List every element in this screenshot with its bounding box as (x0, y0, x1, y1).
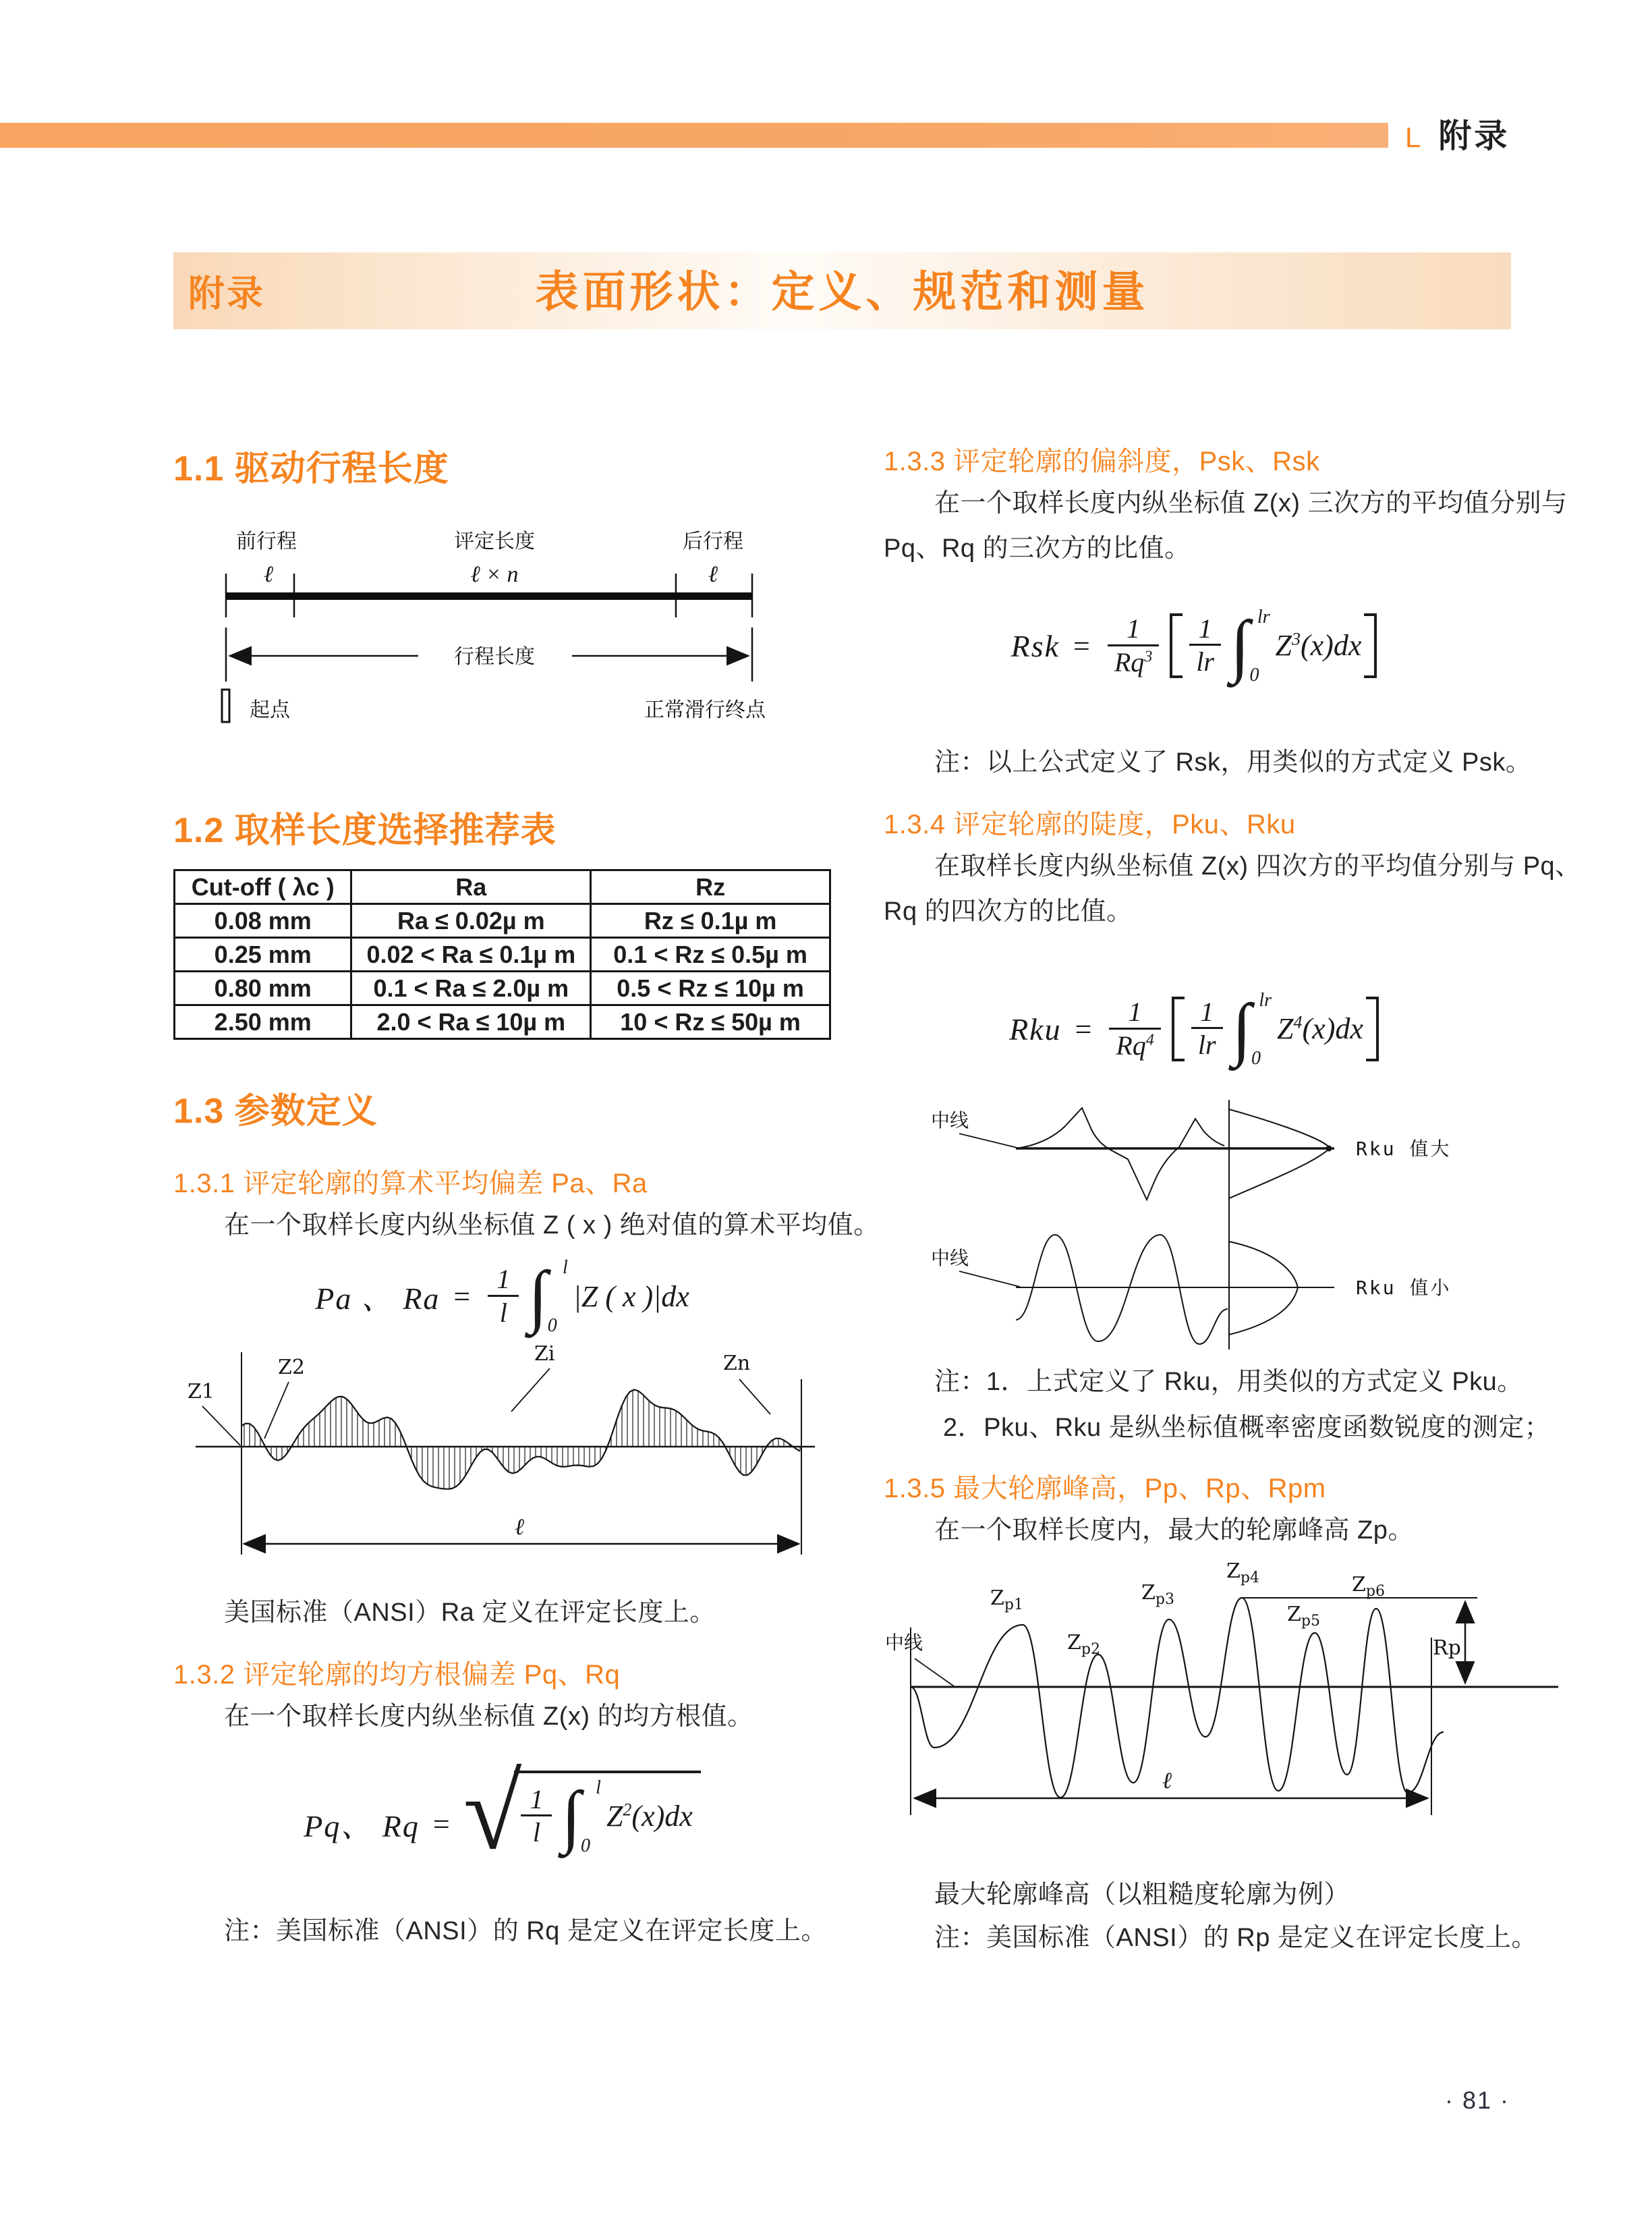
chapter-title: 附录 (1438, 118, 1510, 155)
numerator: 1 (496, 1263, 511, 1294)
col-header-ra: Ra (351, 870, 591, 904)
integral (1232, 990, 1272, 1069)
label-main: Z (990, 1586, 1004, 1610)
zp6-label (1352, 1573, 1385, 1600)
cell: 0.08 mm (175, 904, 351, 938)
denominator: lr (1191, 1027, 1223, 1061)
cell: 0.02 < Ra ≤ 0.1µ m (351, 938, 591, 972)
l-right-label: ℓ (708, 562, 718, 587)
z1-label: Z1 (188, 1380, 215, 1403)
denominator (1109, 1028, 1160, 1061)
page-header-tab (1405, 110, 1510, 157)
pre-travel-label: 前行程 (236, 530, 297, 553)
post-travel-label: 后行程 (683, 530, 743, 553)
integrand-rest: dx (661, 1279, 689, 1313)
label-sub: p3 (1155, 1591, 1174, 1608)
paragraph-134-line2: Rq 的四次方的比值。 (884, 897, 1133, 926)
cell: 0.80 mm (175, 972, 351, 1005)
integrand (1276, 628, 1362, 663)
start-point-label: 起点 (250, 698, 290, 722)
numerator: 1 (1200, 996, 1214, 1027)
integral (528, 1257, 568, 1336)
note-133: 注：以上公式定义了 Rsk，用类似的方式定义 Psk。 (934, 748, 1532, 777)
cell: 0.25 mm (175, 938, 351, 972)
integrand-rest: (x)dx (631, 1800, 693, 1833)
integrand-main: Z (1275, 629, 1292, 663)
equals-sign: = (432, 1807, 450, 1841)
rp-peak-diagram (884, 1560, 1582, 1830)
cell: 2.50 mm (175, 1005, 351, 1039)
radical-sign: √ (463, 1754, 522, 1872)
paragraph-135: 在一个取样长度内，最大的轮廓峰高 Zp。 (934, 1516, 1414, 1545)
integrand-main: Z (606, 1800, 623, 1833)
formula-rsk (884, 588, 1511, 703)
cell: 0.1 < Rz ≤ 0.5µ m (591, 938, 830, 972)
travel-length-label: 行程长度 (454, 645, 535, 669)
rku-comparison-diagram (884, 1085, 1511, 1355)
label-sub: p5 (1301, 1613, 1320, 1630)
table-row (175, 1005, 830, 1039)
integral-sign: ∫ (1232, 990, 1252, 1068)
centerline-bottom-label: 中线 (931, 1247, 969, 1269)
profile-hatch-area (241, 1390, 801, 1489)
numerator: 1 (1127, 613, 1141, 644)
integral-upper: l (596, 1777, 601, 1798)
note-132: 注：美国标准（ANSI）的 Rq 是定义在评定长度上。 (224, 1917, 827, 1945)
label-sub: p6 (1365, 1583, 1385, 1600)
integrand-rest: (x)dx (1302, 1012, 1363, 1046)
length-label: ℓ (514, 1515, 525, 1540)
integral-sign: ∫ (561, 1777, 581, 1855)
cutoff-table (173, 869, 831, 1040)
numerator: 1 (1128, 996, 1142, 1027)
leader-line (959, 1134, 1017, 1148)
heading-1-3-5: 1.3.5 最大轮廓峰高，Pp、Rp、Rpm (884, 1474, 1326, 1503)
label-main: Z (1067, 1631, 1081, 1654)
cell: 10 < Rz ≤ 50µ m (591, 1005, 830, 1039)
integral (561, 1777, 601, 1856)
rku-big-label: Rku 值大 (1356, 1138, 1452, 1160)
fraction (488, 1264, 519, 1329)
label-main: Z (1287, 1603, 1301, 1626)
page-title: 表面形状：定义、规范和测量 (535, 267, 1149, 316)
right-bracket (1364, 613, 1377, 678)
integral-lower: 0 (1251, 1047, 1261, 1069)
numerator: 1 (530, 1783, 544, 1814)
inner-fraction (1191, 997, 1223, 1061)
equals-sign: = (1073, 629, 1090, 663)
centerline-label: 中线 (885, 1632, 923, 1654)
zp4-label (1226, 1560, 1259, 1586)
cell: 0.5 < Rz ≤ 10µ m (591, 972, 830, 1005)
heading-1-3-4: 1.3.4 评定轮廓的陡度，Pku、Rku (884, 810, 1296, 839)
equals-sign: = (453, 1279, 471, 1313)
integrand-sup: 3 (1291, 629, 1301, 649)
denominator: l (521, 1814, 552, 1848)
denominator-sup: 4 (1145, 1031, 1154, 1049)
smooth-profile (1016, 1235, 1228, 1344)
z2-label: Z2 (278, 1356, 305, 1379)
eval-length-label: 评定长度 (454, 530, 535, 553)
heading-1-1: 1.1 驱动行程长度 (173, 449, 449, 489)
label-main: Z (1141, 1581, 1156, 1605)
table-row (175, 904, 830, 938)
radical-body (514, 1771, 700, 1856)
chapter-letter: L (1405, 121, 1421, 153)
caption-135: 最大轮廓峰高（以粗糙度轮廓为例） (934, 1881, 1350, 1909)
integral-lower: 0 (1249, 664, 1259, 686)
zi-label: Zi (534, 1344, 555, 1366)
table-row (175, 938, 830, 972)
equals-sign: = (1075, 1012, 1092, 1046)
heading-1-3-3: 1.3.3 评定轮廓的偏斜度，Psk、Rsk (884, 447, 1320, 476)
page-number: · 81 · (1444, 2086, 1510, 2114)
paragraph-132: 在一个取样长度内纵坐标值 Z(x) 的均方根值。 (224, 1702, 753, 1731)
ra-profile-diagram (182, 1344, 823, 1574)
integral-sign: ∫ (1230, 607, 1250, 685)
integrand-sup: 4 (1293, 1012, 1303, 1032)
narrow-distribution (1229, 1109, 1330, 1198)
note-134-line2: 2．Pku、Rku 是纵坐标值概率密度函数锐度的测定； (943, 1414, 1551, 1442)
leader-line (959, 1271, 1020, 1287)
page-header-bar (0, 123, 1388, 148)
inner-fraction (1189, 614, 1221, 678)
formula-lhs: Pa 、 Ra (315, 1281, 440, 1316)
zp5-label (1287, 1603, 1320, 1630)
label-sub: p1 (1004, 1596, 1023, 1613)
integral-upper: l (562, 1257, 568, 1279)
integral (1230, 607, 1270, 686)
distribution-tip-dot (1326, 1146, 1332, 1152)
heading-1-3: 1.3 参数定义 (173, 1092, 378, 1131)
leader-line (915, 1659, 954, 1686)
outer-fraction (1108, 614, 1159, 678)
paragraph-131: 在一个取样长度内纵坐标值 Z ( x ) 绝对值的算术平均值。 (224, 1211, 880, 1240)
rku-small-label: Rku 值小 (1356, 1277, 1452, 1299)
paragraph-133-line2: Pq、Rq 的三次方的比值。 (884, 534, 1191, 563)
denominator-main: Rq (1114, 646, 1145, 677)
paragraph-134-line1: 在取样长度内纵坐标值 Z(x) 四次方的平均值分别与 Pq、 (934, 852, 1581, 881)
l-left-label: ℓ (263, 562, 274, 587)
formula-lhs: Pq、 Rq (304, 1809, 420, 1843)
integrand (606, 1799, 693, 1833)
label-sub: p2 (1081, 1641, 1100, 1658)
formula-lhs: Rku (1009, 1011, 1062, 1047)
zn-label: Zn (723, 1352, 751, 1375)
peak-labels (990, 1560, 1385, 1658)
integral-sign: ∫ (528, 1257, 548, 1335)
left-bracket (1170, 613, 1183, 678)
zp3-label (1141, 1581, 1174, 1608)
denominator-main: Rq (1116, 1030, 1146, 1061)
integral-lower: 0 (547, 1314, 557, 1336)
label-sub: p4 (1240, 1569, 1259, 1586)
zp1-label (990, 1586, 1023, 1613)
outer-fraction (1109, 997, 1160, 1061)
length-label: ℓ (1162, 1769, 1172, 1793)
integrand (573, 1279, 689, 1314)
note-135: 注：美国标准（ANSI）的 Rp 是定义在评定长度上。 (934, 1924, 1537, 1952)
denominator (1108, 644, 1159, 678)
denominator-sup: 3 (1144, 648, 1153, 666)
zp2-label (1067, 1631, 1100, 1658)
start-marker (222, 690, 229, 722)
integrand (1277, 1011, 1363, 1046)
table-header-row (175, 870, 830, 904)
heading-1-3-1: 1.3.1 评定轮廓的算术平均偏差 Pa、Ra (173, 1169, 648, 1198)
integrand-main: Z (1277, 1012, 1294, 1046)
formula-rku (884, 972, 1511, 1086)
end-point-label: 正常滑行终点 (644, 698, 766, 722)
title-banner (173, 252, 1511, 329)
roughness-profile (911, 1598, 1444, 1798)
drive-travel-labels (236, 530, 743, 587)
formula-pq-rq (173, 1753, 831, 1895)
cell: Ra ≤ 0.02µ m (351, 904, 591, 938)
right-bracket (1366, 997, 1379, 1061)
l-mid-label: ℓ × n (470, 562, 519, 587)
integrand-main: |Z ( x )| (573, 1279, 662, 1313)
integral-upper: lr (1257, 607, 1270, 628)
label-main: Z (1226, 1560, 1241, 1583)
bracket-group (1165, 987, 1386, 1071)
numerator: 1 (1198, 613, 1212, 644)
formula-pa-ra (173, 1252, 831, 1340)
table-row (175, 972, 830, 1005)
cell: 2.0 < Ra ≤ 10µ m (351, 1005, 591, 1039)
label-main: Z (1352, 1573, 1366, 1596)
cell: 0.1 < Ra ≤ 2.0µ m (351, 972, 591, 1005)
note-131: 美国标准（ANSI）Ra 定义在评定长度上。 (224, 1598, 716, 1627)
heading-1-3-2: 1.3.2 评定轮廓的均方根偏差 Pq、Rq (173, 1660, 621, 1690)
spiky-profile (1016, 1108, 1224, 1200)
paragraph-133-line1: 在一个取样长度内纵坐标值 Z(x) 三次方的平均值分别与 (934, 489, 1568, 518)
cell: Rz ≤ 0.1µ m (591, 904, 830, 938)
banner-label: 附录 (188, 273, 265, 314)
integral-lower: 0 (580, 1835, 590, 1856)
left-bracket (1172, 997, 1185, 1061)
fraction (521, 1785, 552, 1849)
denominator: l (488, 1295, 519, 1329)
integral-upper: lr (1259, 990, 1272, 1011)
travel-bar (226, 592, 752, 600)
note-134-line1: 注：1．上式定义了 Rku，用类似的方式定义 Pku。 (934, 1368, 1523, 1396)
col-header-cutoff: Cut-off ( λc ) (175, 870, 351, 904)
denominator: lr (1189, 644, 1221, 677)
integrand-rest: (x)dx (1300, 629, 1362, 663)
drive-travel-diagram (199, 520, 782, 746)
square-root (463, 1754, 701, 1877)
integrand-sup: 2 (623, 1800, 632, 1820)
heading-1-2: 1.2 取样长度选择推荐表 (173, 811, 557, 850)
rp-label: Rp (1433, 1636, 1461, 1660)
formula-lhs: Rsk (1010, 628, 1060, 663)
bracket-group (1163, 604, 1384, 688)
col-header-rz: Rz (591, 870, 830, 904)
centerline-top-label: 中线 (931, 1109, 969, 1132)
